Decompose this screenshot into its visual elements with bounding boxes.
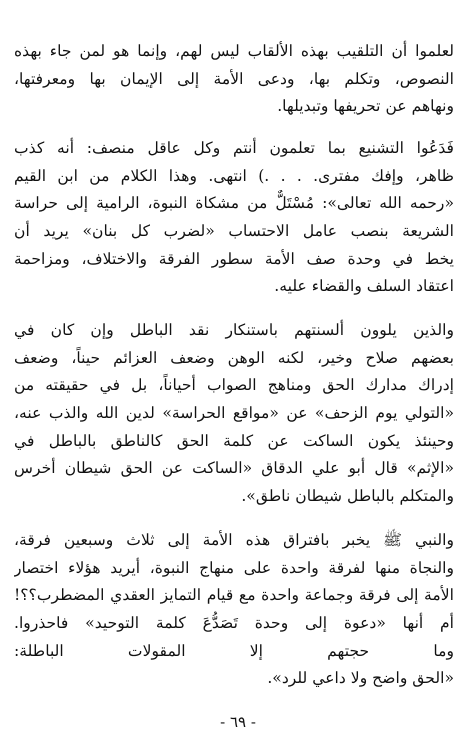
text-line: وما حجتهم إلا المقولات الباطلة:: [14, 641, 454, 660]
paragraph-3: [14, 317, 454, 511]
text-line: «الحق واضح ولا داعي للرد».: [267, 669, 454, 688]
text-line: الشريعة بنصب عامل الاحتساب «لضرب كل بنان» يريد أن: [14, 222, 454, 241]
text-line: وحينئذ يكون الساكت عن كلمة الحق كالناطق بالباطل في: [14, 431, 454, 450]
paragraph-4: [14, 527, 454, 693]
text-line: «رحمه الله تعالى»: مُسْتَلٌّ من مشكاة النبوة، الرامية إلى حراسة: [14, 194, 454, 213]
text-line: الأمة إلى فرقة وجماعة واحدة مع قيام التمايز العقدي المضطرب؟؟!: [14, 586, 454, 605]
paragraph-2: [14, 135, 454, 301]
text-line: والمتكلم بالباطل شيطان ناطق».: [241, 487, 454, 506]
page-number: - ٦٩ -: [220, 713, 256, 731]
text-line: «التولي يوم الزحف» عن «مواقع الحراسة» لدين الله والذب عنه،: [14, 404, 454, 423]
text-line: «الإثم» قال أبو علي الدقاق «الساكت عن الحق شيطان أخرس: [14, 459, 454, 478]
text-line: يخط في وحدة صف الأمة سطور الفرقة والاختلاف، ومزاحمة: [14, 249, 454, 268]
text-line: ونهاهم عن تحريفها وتبديلها.: [277, 97, 454, 116]
text-line: اعتقاد السلف والقضاء عليه.: [274, 277, 454, 296]
text-line: لعلموا أن التلقيب بهذه الألقاب ليس لهم، وإنما هو لمن جاء بهذه: [14, 42, 454, 60]
text-line: ظاهر، وإفك مفترى. . . .) انتهى. وهذا الكلام من ابن القيم: [14, 166, 454, 185]
paragraph-1: [14, 38, 454, 121]
text-line: بعضهم صلاح وخير، لكنه الوهن وضعف العزائم حيناً، وضعف: [14, 348, 454, 367]
text-line: والنجاة منها لفرقة واحدة على منهاج النبوة، أيريد هؤلاء اختصار: [14, 558, 454, 577]
text-line: إدراك مدارك الحق ومناهج الصواب أحياناً، بل في حقيقته من: [14, 376, 454, 395]
text-line: أم أنها «دعوة إلى وحدة تَصَدُّعَ كلمة التوحيد» فاحذروا.: [14, 614, 454, 633]
text-line: فَدَعُوا التشنيع بما تعلمون أنتم وكل عاقل منصف: أنه كذب: [14, 139, 454, 157]
text-line: النصوص، وتكلم بها، ودعى الأمة إلى الإيمان بها ومعرفتها،: [14, 69, 454, 88]
text-line: والذين يلوون ألسنتهم باستنكار نقد الباطل وإن كان في: [14, 321, 454, 339]
text-line: والنبي ﷺ يخبر بافتراق هذه الأمة إلى ثلاث وسبعين فرقة،: [14, 531, 454, 549]
